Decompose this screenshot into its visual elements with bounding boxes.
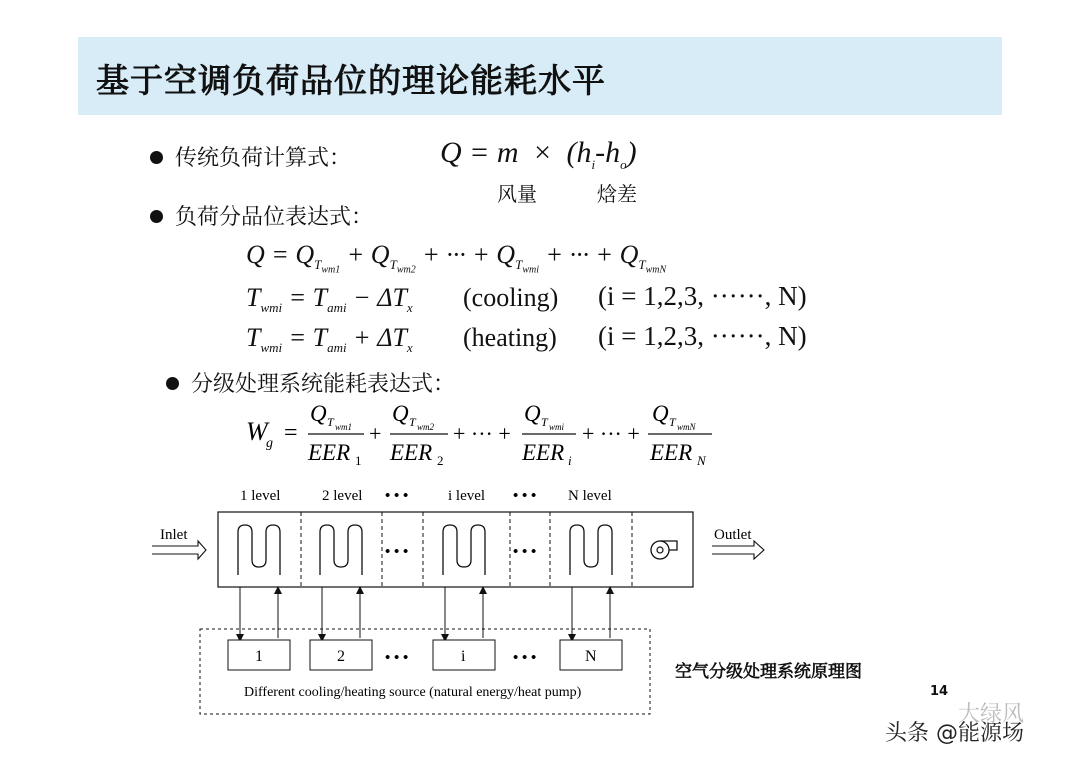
level-label-N: N level <box>568 488 612 504</box>
eq-heat-mid-sub: ami <box>327 340 347 356</box>
eq-w-term-i <box>521 401 576 468</box>
eq-heat-lhs: T <box>246 323 261 352</box>
eq-w-lhs-sub: g <box>266 436 273 451</box>
eq-w-term-1 <box>307 401 364 468</box>
staged-system-diagram <box>140 480 780 725</box>
term-den-sub: N <box>697 453 706 468</box>
source-dots-1: • • • <box>385 650 409 666</box>
formula-q: Q <box>440 136 462 169</box>
term-den-sub: 2 <box>437 453 444 468</box>
watermark-text: 头条 @能源场 <box>885 721 1024 746</box>
label-cooling: (cooling) <box>463 283 559 312</box>
eq-w-lhs: W <box>246 417 268 446</box>
eq-cool-mid-sub: ami <box>327 300 347 316</box>
eq-heat-lhs-sub: wmi <box>260 340 283 356</box>
term-num-t: T <box>327 415 334 429</box>
eq-heat-op-sub: x <box>406 340 413 356</box>
level-label-1: 1 level <box>240 488 281 504</box>
eq-heat-op: + ΔT <box>353 323 407 352</box>
note-enthalpy-diff: 焓差 <box>597 182 637 206</box>
term-num-t: T <box>409 415 416 429</box>
diagram-caption: 空气分级处理系统原理图 <box>675 662 862 682</box>
term-num-q: Q <box>392 401 409 426</box>
eq-w-eq: = <box>284 420 298 446</box>
eq-q-dots1: + ··· + Q <box>422 240 516 269</box>
formula-times: × <box>534 136 552 169</box>
term-den-sub: 1 <box>355 453 362 468</box>
range-cooling: (i = 1,2,3, ······, N) <box>598 281 807 311</box>
formula-close: ) <box>626 136 637 169</box>
term-num-q: Q <box>524 401 541 426</box>
eq-q-sub2: wm2 <box>396 264 416 276</box>
air-handling-duct <box>218 512 693 587</box>
inlet-label: Inlet <box>160 527 188 543</box>
term-den: EER <box>390 440 433 465</box>
eq-heat-mid: = T <box>288 323 328 352</box>
term-num-sub: wm2 <box>417 422 435 432</box>
level-dots-2: • • • <box>513 488 537 504</box>
term-den-sub: i <box>568 453 572 468</box>
outlet-arrow-icon <box>712 541 764 559</box>
eq-q-t: T <box>314 257 322 273</box>
level-dots-1: • • • <box>385 488 409 504</box>
bullet-traditional-load <box>150 141 351 172</box>
bullet-label: 分级处理系统能耗表达式： <box>191 372 456 397</box>
equation-wg <box>240 395 740 475</box>
title-bar <box>78 37 1002 115</box>
term-num-q: Q <box>652 401 669 426</box>
outlet-label: Outlet <box>714 527 752 543</box>
level-label-i: i level <box>448 488 486 504</box>
bullet-dot-icon <box>150 210 163 223</box>
term-den: EER <box>522 440 565 465</box>
bullet-dot-icon <box>166 377 179 390</box>
source-label-1: 1 <box>255 648 263 665</box>
term-den: EER <box>308 440 351 465</box>
source-label-N: N <box>585 648 597 665</box>
bullet-load-grade <box>150 200 373 231</box>
source-label-2: 2 <box>337 648 345 665</box>
source-label-i: i <box>461 648 466 665</box>
eq-q-subi: wmi <box>522 264 539 276</box>
eq-w-plus-dots: + ··· + <box>582 421 640 446</box>
watermark-logo-text: 大绿风 <box>958 702 1025 727</box>
label-heating: (heating) <box>463 323 557 352</box>
term-num-sub: wmN <box>677 422 696 432</box>
eq-q-sub1: wm1 <box>321 264 341 276</box>
bullet-label: 负荷分品位表达式： <box>175 205 374 230</box>
duct-dots-2: • • • <box>513 544 537 560</box>
eq-cool-lhs-sub: wmi <box>260 300 283 316</box>
source-dots-2: • • • <box>513 650 537 666</box>
term-den: EER <box>650 440 693 465</box>
eq-q-t: T <box>638 257 646 273</box>
formula-ho-sub: o <box>620 157 627 172</box>
inlet-arrow-icon <box>152 541 206 559</box>
range-heating: (i = 1,2,3, ······, N) <box>598 321 807 351</box>
formula-hi-sub: i <box>591 157 596 172</box>
formula-eq-m: = m <box>469 136 519 169</box>
eq-q-t: T <box>515 257 523 273</box>
duct-dots-1: • • • <box>385 544 409 560</box>
formula-ho: -h <box>595 136 621 169</box>
equation-cooling <box>246 283 413 316</box>
eq-w-term-2 <box>389 401 448 468</box>
formula-traditional <box>440 136 637 173</box>
formula-h-open: (h <box>566 136 592 169</box>
term-num-sub: wmi <box>549 422 565 432</box>
eq-q-t: T <box>389 257 397 273</box>
note-air-volume: 风量 <box>497 182 537 206</box>
page-title: 基于空调负荷品位的理论能耗水平 <box>96 61 606 100</box>
term-num-sub: wm1 <box>335 422 353 432</box>
bullet-staged-energy <box>166 367 455 398</box>
eq-q-plus1: + Q <box>346 240 390 269</box>
eq-q-lhs: Q = Q <box>246 240 315 269</box>
eq-w-term-N <box>648 401 712 468</box>
page-number: 14 <box>930 684 949 699</box>
eq-cool-lhs: T <box>246 283 261 312</box>
equation-heating <box>246 323 413 356</box>
term-num-t: T <box>669 415 676 429</box>
eq-cool-mid: = T <box>288 283 328 312</box>
eq-q-dots2: + ··· + Q <box>545 240 639 269</box>
bullet-label: 传统负荷计算式： <box>175 146 352 171</box>
bullet-dot-icon <box>150 151 163 164</box>
source-caption: Different cooling/heating source (natural energy/heat pump) <box>244 685 582 700</box>
supply-return-lines <box>240 587 610 638</box>
level-label-2: 2 level <box>322 488 363 504</box>
term-num-t: T <box>541 415 548 429</box>
eq-w-plus-dots: + ··· + <box>453 421 511 446</box>
equation-q-sum <box>246 240 666 276</box>
term-num-q: Q <box>310 401 327 426</box>
eq-w-plus: + <box>369 421 382 446</box>
eq-q-subN: wmN <box>645 264 667 276</box>
eq-cool-op-sub: x <box>406 300 413 316</box>
eq-cool-op: − ΔT <box>353 283 407 312</box>
